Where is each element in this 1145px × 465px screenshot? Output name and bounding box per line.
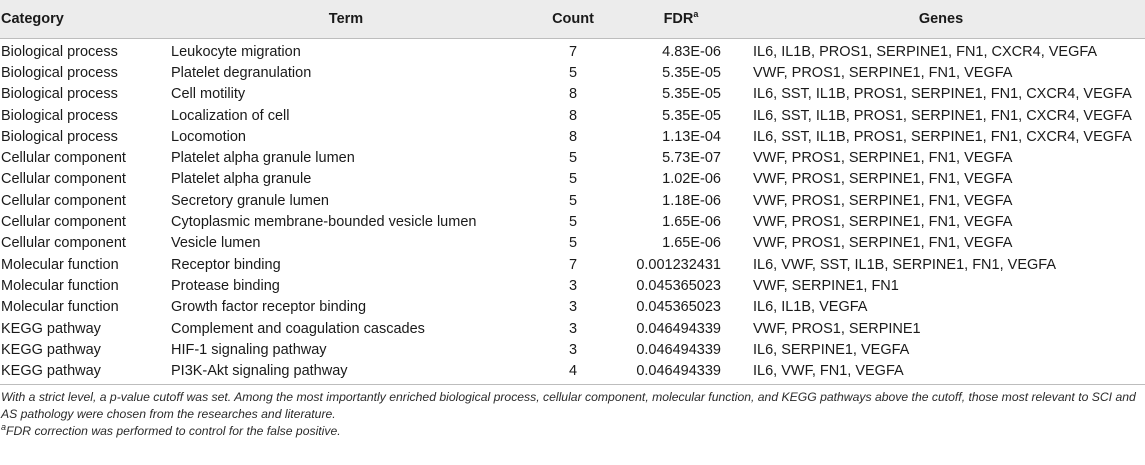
cell-fdr: 4.83E-06 (662, 43, 721, 60)
cell-count: 5 (568, 150, 578, 167)
table-row (0, 297, 1145, 318)
cell-fdr: 0.046494339 (636, 320, 721, 337)
table-row (0, 190, 1145, 211)
header-genes: Genes (737, 0, 1145, 39)
cell-genes: VWF, PROS1, SERPINE1, FN1, VEGFA (753, 171, 1013, 188)
cell-genes: VWF, PROS1, SERPINE1, FN1, VEGFA (753, 64, 1013, 81)
table-row (0, 147, 1145, 168)
cell-term: PI3K-Akt signaling pathway (171, 360, 521, 384)
cell-count: 3 (568, 277, 578, 294)
cell-fdr: 0.046494339 (636, 341, 721, 358)
header-category: Category (0, 0, 171, 39)
table-row (0, 39, 1145, 63)
table-row (0, 318, 1145, 339)
table-row (0, 360, 1145, 384)
cell-term: HIF-1 signaling pathway (171, 341, 327, 358)
header-term: Term (171, 0, 521, 39)
header-fdr-sup: a (693, 9, 699, 20)
cell-fdr: 0.046494339 (625, 360, 737, 384)
cell-fdr: 1.13E-04 (662, 128, 721, 145)
cell-genes: VWF, SERPINE1, FN1 (753, 277, 899, 294)
cell-genes: IL6, IL1B, VEGFA (753, 299, 868, 316)
cell-count: 8 (568, 86, 578, 103)
table-notes (0, 389, 1145, 440)
header-count: Count (521, 0, 625, 39)
cell-category: Biological process (1, 86, 118, 103)
table-row (0, 62, 1145, 83)
table-body (0, 39, 1145, 385)
cell-term: Localization of cell (171, 107, 290, 124)
footnote-text: FDR correction was performed to control for the false positive. (6, 423, 341, 438)
cell-count: 5 (568, 214, 578, 231)
cell-term: Secretory granule lumen (171, 192, 329, 209)
cell-fdr: 0.045365023 (636, 299, 721, 316)
cell-term: Platelet alpha granule (171, 171, 312, 188)
cell-category: Cellular component (1, 235, 126, 252)
cell-fdr: 5.35E-05 (662, 64, 721, 81)
cell-count: 4 (521, 360, 625, 384)
cell-category: Cellular component (1, 192, 126, 209)
table-header-row (0, 0, 1145, 39)
cell-genes: VWF, PROS1, SERPINE1 (753, 320, 921, 337)
cell-category: Biological process (1, 128, 118, 145)
cell-genes: IL6, SERPINE1, VEGFA (753, 341, 910, 358)
cell-term: Platelet alpha granule lumen (171, 150, 355, 167)
table-row (0, 126, 1145, 147)
cell-count: 3 (568, 320, 578, 337)
table-note-main: With a strict level, a p-value cutoff was set. Among the most importantly enriched biological process, cellular component, molecular function, and KEGG pathways above the cutoff, those most relevant to SCI and AS pathology were chosen from the researches and literature. (1, 389, 1136, 421)
cell-count: 5 (568, 235, 578, 252)
cell-category: Biological process (1, 64, 118, 81)
cell-fdr: 1.65E-06 (662, 214, 721, 231)
cell-genes: VWF, PROS1, SERPINE1, FN1, VEGFA (753, 235, 1013, 252)
cell-term: Complement and coagulation cascades (171, 320, 425, 337)
cell-category: Cellular component (1, 214, 126, 231)
cell-genes: VWF, PROS1, SERPINE1, FN1, VEGFA (753, 192, 1013, 209)
cell-term: Receptor binding (171, 256, 281, 273)
cell-term: Vesicle lumen (171, 235, 261, 252)
cell-category: Biological process (1, 107, 118, 124)
cell-count: 8 (568, 128, 578, 145)
cell-fdr: 1.18E-06 (662, 192, 721, 209)
table-row (0, 233, 1145, 254)
cell-count: 8 (568, 107, 578, 124)
cell-fdr: 0.045365023 (636, 277, 721, 294)
cell-category: Biological process (1, 43, 118, 60)
cell-category: KEGG pathway (1, 341, 101, 358)
cell-genes: IL6, SST, IL1B, PROS1, SERPINE1, FN1, CXCR4, VEGFA (753, 86, 1132, 103)
table-row (0, 254, 1145, 275)
cell-term: Growth factor receptor binding (171, 299, 367, 316)
cell-category: KEGG pathway (0, 360, 171, 384)
cell-category: Cellular component (1, 171, 126, 188)
cell-category: Molecular function (1, 256, 119, 273)
table-row (0, 105, 1145, 126)
cell-term: Cytoplasmic membrane-bounded vesicle lumen (171, 214, 477, 231)
cell-genes: IL6, SST, IL1B, PROS1, SERPINE1, FN1, CXCR4, VEGFA (753, 107, 1132, 124)
cell-fdr: 5.35E-05 (662, 107, 721, 124)
cell-term: Cell motility (171, 86, 246, 103)
cell-genes: IL6, IL1B, PROS1, SERPINE1, FN1, CXCR4, VEGFA (753, 43, 1098, 60)
cell-count: 7 (568, 43, 578, 60)
table-row (0, 275, 1145, 296)
cell-count: 3 (568, 299, 578, 316)
cell-genes: IL6, SST, IL1B, PROS1, SERPINE1, FN1, CXCR4, VEGFA (753, 128, 1132, 145)
cell-fdr: 0.001232431 (636, 256, 721, 273)
cell-fdr: 1.65E-06 (662, 235, 721, 252)
cell-genes: IL6, VWF, FN1, VEGFA (737, 360, 1145, 384)
cell-category: Molecular function (1, 277, 119, 294)
cell-fdr: 5.35E-05 (662, 86, 721, 103)
cell-category: Molecular function (1, 299, 119, 316)
cell-count: 5 (568, 171, 578, 188)
cell-genes: IL6, VWF, SST, IL1B, SERPINE1, FN1, VEGFA (753, 256, 1056, 273)
table-row (0, 169, 1145, 190)
table-row (0, 84, 1145, 105)
cell-term: Leukocyte migration (171, 43, 301, 60)
cell-category: KEGG pathway (1, 320, 101, 337)
cell-count: 5 (568, 64, 578, 81)
cell-category: Cellular component (1, 150, 126, 167)
cell-term: Locomotion (171, 128, 246, 145)
cell-count: 7 (568, 256, 578, 273)
cell-fdr: 5.73E-07 (662, 150, 721, 167)
cell-term: Protease binding (171, 277, 280, 294)
cell-count: 3 (568, 341, 578, 358)
cell-term: Platelet degranulation (171, 64, 312, 81)
footnote-mark: a (1, 421, 7, 432)
cell-count: 5 (568, 192, 578, 209)
header-fdr (625, 0, 737, 39)
table-row (0, 211, 1145, 232)
table-row (0, 339, 1145, 360)
table-footnote (1, 423, 1145, 440)
cell-fdr: 1.02E-06 (662, 171, 721, 188)
cell-genes: VWF, PROS1, SERPINE1, FN1, VEGFA (753, 214, 1013, 231)
header-fdr-label: FDR (663, 11, 694, 27)
cell-genes: VWF, PROS1, SERPINE1, FN1, VEGFA (753, 150, 1013, 167)
